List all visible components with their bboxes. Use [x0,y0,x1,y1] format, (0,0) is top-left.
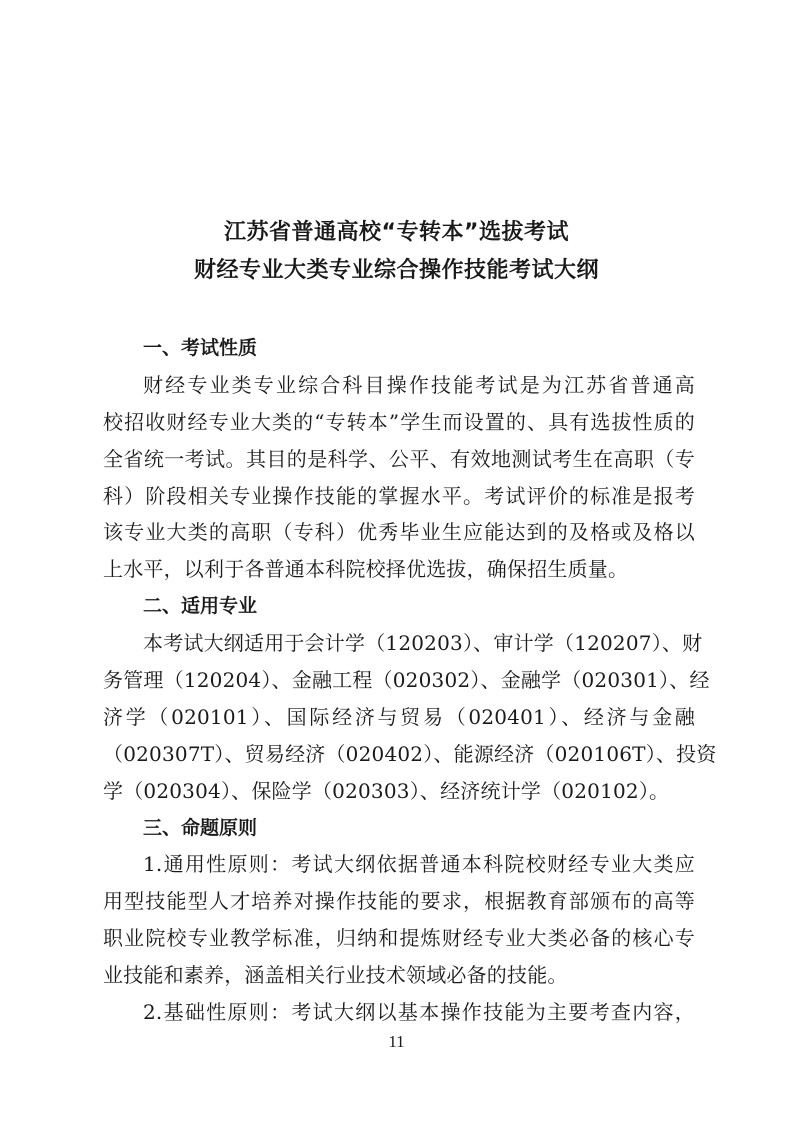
paragraph-line: 职业院校专业教学标准，归纳和提炼财经专业大类必备的核心专 [103,926,695,951]
title-line-1: 江苏省普通高校“专转本”选拔考试 [224,220,569,245]
paragraph-line: 用型技能型人才培养对操作技能的要求，根据教育部颁布的高等 [103,889,695,914]
document-title [0,214,793,290]
paragraph-line: 济学（020101）、国际经济与贸易（020401）、经济与金融 [103,704,695,729]
paragraph-line: 上水平，以利于各普通本科院校择优选拔，确保招生质量。 [103,557,629,582]
document-body [103,330,717,1031]
paragraph-line: 2.基础性原则：考试大纲以基本操作技能为主要考查内容， [143,1000,695,1025]
paragraph-line: 1.通用性原则：考试大纲依据普通本科院校财经专业大类应 [143,852,695,877]
page-number: 11 [388,1032,405,1051]
paragraph-line: 全省统一考试。其目的是科学、公平、有效地测试考生在高职（专 [103,446,695,471]
paragraph-line: 校招收财经专业大类的“专转本”学生而设置的、具有选拔性质的 [103,409,695,434]
paragraph-line: 该专业大类的高职（专科）优秀毕业生应能达到的及格或及格以 [103,520,695,545]
section-heading-applicable-majors: 二、适用专业 [143,595,258,618]
paragraph-line: 学（020304）、保险学（020303）、经济统计学（020102）。 [103,778,670,803]
paragraph-line: 本考试大纲适用于会计学（120203）、审计学（120207）、财 [143,631,703,656]
paragraph-line: 财经专业类专业综合科目操作技能考试是为江苏省普通高 [143,372,695,397]
paragraph-line: （020307T）、贸易经济（020402）、能源经济（020106T）、投资 [103,741,717,766]
section-heading-exam-nature: 一、考试性质 [143,337,258,359]
paragraph-line: 务管理（120204）、金融工程（020302）、金融学（020301）、经 [103,668,710,693]
section-heading-principles: 三、命题原则 [143,816,258,839]
title-line-2: 财经专业大类专业综合操作技能考试大纲 [193,258,599,283]
paragraph-line: 科）阶段相关专业操作技能的掌握水平。考试评价的标准是报考 [103,483,695,508]
paragraph-line: 业技能和素养，涵盖相关行业技术领域必备的技能。 [103,963,568,988]
